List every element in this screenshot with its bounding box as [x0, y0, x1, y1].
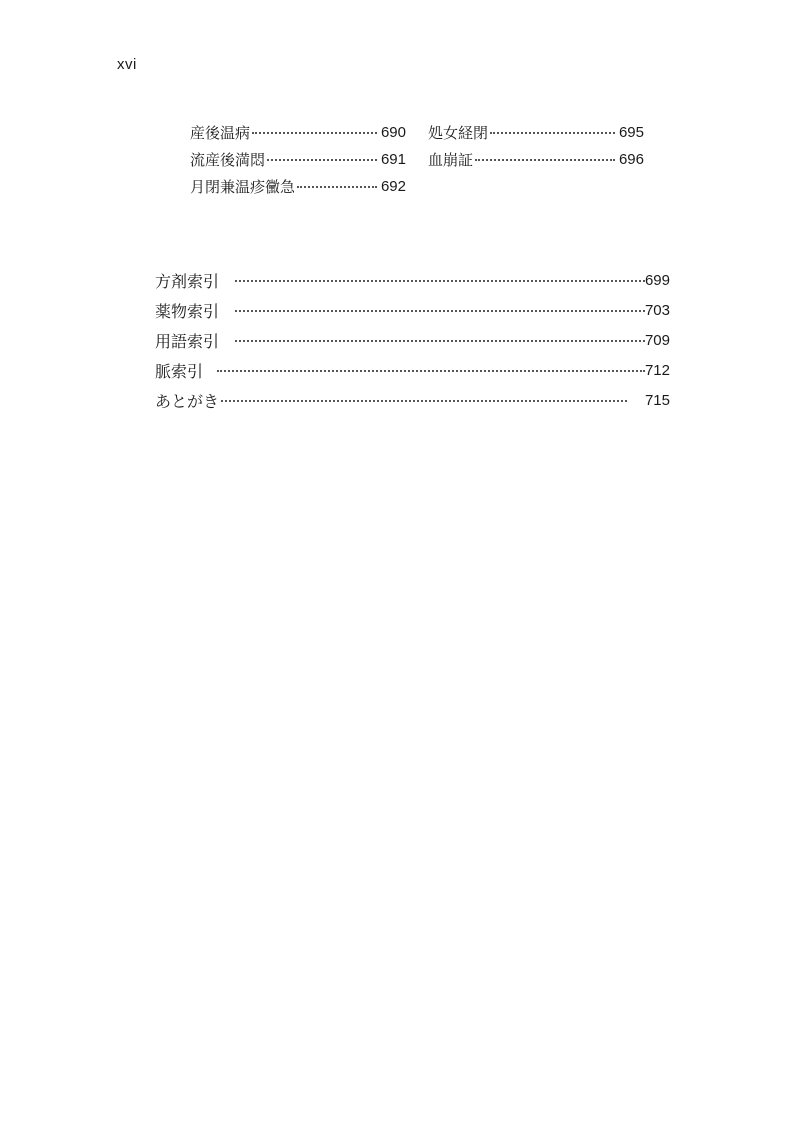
- entry-page: 709: [644, 331, 670, 349]
- dot-leader: [297, 186, 377, 188]
- entry-title: 薬物索引: [155, 301, 220, 321]
- dot-leader: [252, 132, 377, 134]
- entry-page: 690: [380, 123, 406, 141]
- toc-sub-entry[interactable]: [190, 121, 406, 143]
- toc-sub-entry[interactable]: [190, 148, 406, 170]
- toc-index-entry[interactable]: [155, 328, 670, 352]
- entry-title: 血崩証: [428, 150, 474, 169]
- entry-title: 方剤索引: [155, 271, 220, 291]
- toc-sub-entry[interactable]: [190, 175, 406, 197]
- toc-index-entry[interactable]: [155, 268, 670, 292]
- toc-sub-entry[interactable]: [428, 148, 644, 170]
- dot-leader: [235, 340, 645, 342]
- entry-page: 695: [618, 123, 644, 141]
- entry-title: 月閉兼温疹黴急: [190, 177, 296, 196]
- entry-title: あとがき: [155, 391, 220, 411]
- entry-page: 712: [644, 361, 670, 379]
- dot-leader: [475, 159, 615, 161]
- entry-title: 処女経閉: [428, 123, 489, 142]
- dot-leader: [267, 159, 377, 161]
- dot-leader: [235, 310, 645, 312]
- dot-leader: [235, 280, 645, 282]
- dot-leader: [490, 132, 615, 134]
- entry-title: 脈索引: [155, 361, 204, 381]
- entry-page: 691: [380, 150, 406, 168]
- page-number: xvi: [117, 56, 137, 73]
- entry-page: 703: [644, 301, 670, 319]
- entry-title: 用語索引: [155, 331, 220, 351]
- entry-title: 流産後満悶: [190, 150, 266, 169]
- entry-title: 産後温病: [190, 123, 251, 142]
- toc-sub-entry[interactable]: [428, 121, 644, 143]
- toc-index-entry[interactable]: [155, 358, 670, 382]
- entry-page: 692: [380, 177, 406, 195]
- toc-index-entry[interactable]: [155, 298, 670, 322]
- toc-index-entry[interactable]: [155, 388, 670, 412]
- dot-leader: [221, 400, 627, 402]
- entry-page: 696: [618, 150, 644, 168]
- entry-page: 715: [644, 391, 670, 409]
- dot-leader: [217, 370, 645, 372]
- entry-page: 699: [644, 271, 670, 289]
